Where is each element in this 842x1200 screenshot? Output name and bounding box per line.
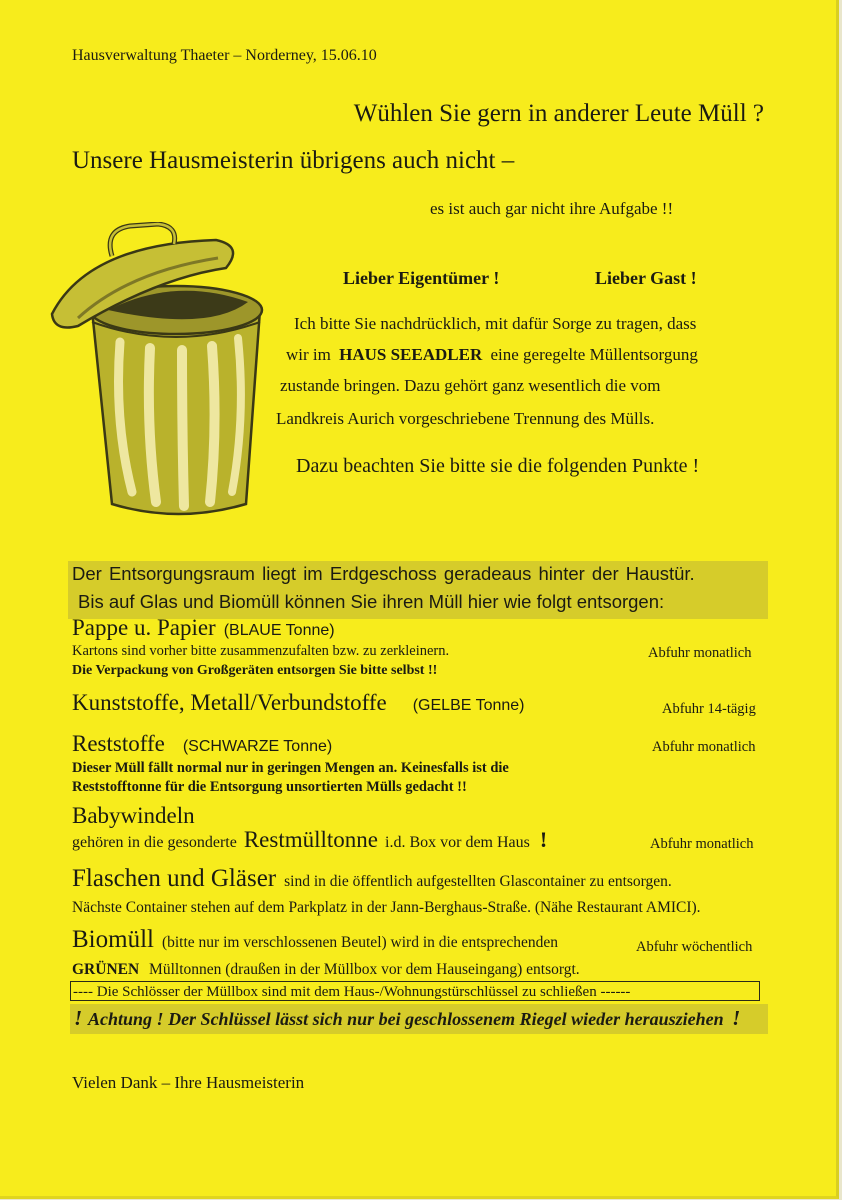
attention-text: Achtung ! Der Schlüssel lässt sich nur bei geschlossenem Riegel wieder herausziehen bbox=[88, 1009, 724, 1029]
glass-title: Flaschen und Gläser bbox=[72, 865, 277, 892]
residual-warning-2: Reststofftonne für die Entsorgung unsortierten Mülls gedacht !! bbox=[72, 779, 467, 795]
location-line-1: Der Entsorgungsraum liegt im Erdgeschoss geradeaus hinter der Haustür. bbox=[72, 563, 695, 584]
residual-bin: (SCHWARZE Tonne) bbox=[182, 738, 333, 755]
bio-lock-note: ---- Die Schlösser der Müllbox sind mit dem Haus-/Wohnungstürschlüssel zu schließen ------ bbox=[70, 981, 760, 1001]
diapers-title: Babywindeln bbox=[72, 803, 195, 828]
residual-title: Reststoffe bbox=[72, 731, 165, 756]
intro-line-1: Ich bitte Sie nachdrücklich, mit dafür Sorge zu tragen, dass bbox=[294, 314, 697, 333]
intro-line-4: Landkreis Aurich vorgeschriebene Trennung des Mülls. bbox=[276, 409, 655, 428]
plastics-title: Kunststoffe, Metall/Verbundstoffe bbox=[72, 690, 387, 715]
diapers-excl: ! bbox=[539, 827, 548, 852]
bio-title: Biomüll bbox=[72, 926, 154, 953]
attention-line: ! Achtung ! Der Schlüssel lässt sich nur bei geschlossenem Riegel wieder herausziehen ! bbox=[74, 1006, 741, 1030]
paper-schedule: Abfuhr monatlich bbox=[648, 645, 752, 661]
paper-heading bbox=[72, 615, 335, 641]
trash-can-icon bbox=[48, 222, 283, 524]
headline-line-2: Unsere Hausmeisterin übrigens auch nicht – bbox=[72, 147, 515, 174]
paper-title: Pappe u. Papier bbox=[72, 615, 216, 640]
greeting-guest: Lieber Gast ! bbox=[595, 268, 697, 288]
closing-signature: Vielen Dank – Ihre Hausmeisterin bbox=[72, 1073, 305, 1092]
diapers-post: i.d. Box vor dem Haus bbox=[385, 834, 530, 851]
paper-warning: Die Verpackung von Großgeräten entsorgen Sie bitte selbst !! bbox=[72, 663, 438, 678]
bio-green: GRÜNEN bbox=[72, 961, 140, 978]
paper-note: Kartons sind vorher bitte zusammenzufalten bzw. zu zerkleinern. bbox=[72, 643, 450, 659]
plastics-bin: (GELBE Tonne) bbox=[412, 697, 525, 714]
residual-warning-1: Dieser Müll fällt normal nur in geringen Mengen an. Keinesfalls ist die bbox=[72, 760, 509, 776]
attention-excl: ! bbox=[732, 1006, 741, 1030]
plastics-schedule: Abfuhr 14-tägig bbox=[662, 701, 756, 717]
intro-line-2 bbox=[286, 345, 698, 365]
location-line-2: Bis auf Glas und Biomüll können Sie ihren Müll hier wie folgt entsorgen: bbox=[78, 591, 665, 612]
diapers-pre: gehören in die gesonderte bbox=[72, 834, 237, 851]
intro-callout: Dazu beachten Sie bitte sie die folgenden Punkte ! bbox=[296, 455, 700, 477]
house-name: HAUS SEEADLER bbox=[339, 345, 483, 364]
bio-line-2-text: Mülltonnen (draußen in der Müllbox vor dem Hauseingang) entsorgt. bbox=[149, 961, 580, 978]
intro-line-2-post: eine geregelte Müllentsorgung bbox=[490, 345, 698, 364]
residual-schedule: Abfuhr monatlich bbox=[652, 739, 756, 755]
greeting-owner: Lieber Eigentümer ! bbox=[343, 268, 500, 288]
intro-line-2-pre: wir im bbox=[286, 345, 331, 364]
bio-schedule: Abfuhr wöchentlich bbox=[636, 939, 753, 955]
diapers-schedule: Abfuhr monatlich bbox=[650, 836, 754, 852]
headline-line-3: es ist auch gar nicht ihre Aufgabe !! bbox=[430, 199, 674, 218]
bio-text: (bitte nur im verschlossenen Beutel) wird in die entsprechenden bbox=[161, 934, 558, 951]
sender-line: Hausverwaltung Thaeter – Norderney, 15.06.10 bbox=[72, 47, 377, 64]
diapers-line bbox=[72, 827, 547, 853]
glass-text: sind in die öffentlich aufgestellten Glascontainer zu entsorgen. bbox=[284, 873, 672, 890]
bio-line-2 bbox=[72, 961, 580, 979]
paper-bin: (BLAUE Tonne) bbox=[223, 622, 335, 639]
residual-heading bbox=[72, 731, 332, 757]
headline-line-1: Wühlen Sie gern in anderer Leute Müll ? bbox=[353, 100, 764, 127]
glass-heading bbox=[72, 865, 672, 893]
bio-heading bbox=[72, 926, 558, 954]
plastics-heading bbox=[72, 690, 524, 716]
intro-line-3: zustande bringen. Dazu gehört ganz wesentlich die vom bbox=[280, 376, 661, 395]
diapers-bin: Restmülltonne bbox=[243, 827, 378, 852]
glass-line-2: Nächste Container stehen auf dem Parkplatz in der Jann-Berghaus-Straße. (Nähe Restaurant AMICI). bbox=[72, 899, 701, 916]
